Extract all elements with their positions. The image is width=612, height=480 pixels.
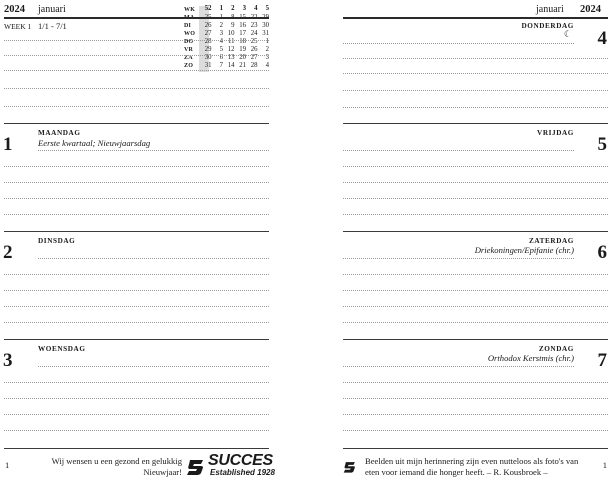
succes-s-logo-icon <box>343 460 357 474</box>
calendar-date: 28 <box>250 61 258 69</box>
weekday-abbr: DO <box>184 39 194 45</box>
week-number: 5 <box>265 5 269 13</box>
calendar-date: 30 <box>204 53 212 61</box>
day-number: 5 <box>597 134 607 155</box>
calendar-date: 3 <box>265 53 269 61</box>
calendar-date: 18 <box>239 37 246 45</box>
calendar-date: 27 <box>204 29 212 37</box>
week-number: 1 <box>219 5 223 13</box>
calendar-date: 28 <box>204 37 212 45</box>
mini-calendar <box>184 5 269 70</box>
writing-line <box>4 106 269 107</box>
day-number: 7 <box>597 350 607 371</box>
writing-line <box>4 398 269 399</box>
weekday-abbr: ZA <box>184 55 193 61</box>
writing-line <box>343 150 574 151</box>
writing-line <box>343 58 608 59</box>
calendar-date: 26 <box>204 21 212 29</box>
writing-line <box>4 430 269 431</box>
calendar-date: 31 <box>204 61 212 69</box>
writing-line <box>4 166 269 167</box>
mini-calendar-header <box>184 5 269 14</box>
footer-rule <box>4 448 269 449</box>
calendar-date: 9 <box>231 21 235 29</box>
week-number: 2 <box>231 5 235 13</box>
week-number: 4 <box>254 5 258 13</box>
week-label: WEEK 1 <box>4 22 32 31</box>
calendar-date: 14 <box>227 61 235 69</box>
writing-line <box>4 55 269 56</box>
calendar-date: 30 <box>262 21 269 29</box>
day-number: 6 <box>597 242 607 263</box>
mini-calendar-row <box>184 30 269 38</box>
week-column-label: WK <box>184 6 196 13</box>
writing-line <box>4 88 269 89</box>
writing-line <box>4 306 269 307</box>
day-note: Orthodox Kerstmis (chr.) <box>487 353 574 363</box>
writing-line <box>4 322 269 323</box>
writing-line <box>343 322 608 323</box>
writing-line <box>4 70 269 71</box>
day-number: 2 <box>3 242 13 263</box>
calendar-date: 31 <box>262 29 269 37</box>
writing-line <box>343 43 574 44</box>
calendar-date: 20 <box>239 53 246 61</box>
day-note: Driekoningen/Epifanie (chr.) <box>474 245 574 255</box>
calendar-date: 26 <box>250 45 258 53</box>
weekday-abbr: ZO <box>184 63 194 69</box>
calendar-date: 3 <box>219 29 223 37</box>
writing-line <box>343 73 608 74</box>
writing-line <box>343 430 608 431</box>
day-divider <box>343 339 608 340</box>
footer-message: Wij wensen u een gezond en gelukkig Nieuwjaar! <box>51 456 182 477</box>
day-note: Eerste kwartaal; Nieuwjaarsdag <box>38 138 151 148</box>
calendar-date: 7 <box>219 61 223 69</box>
writing-line <box>343 258 574 259</box>
day-number: 4 <box>597 28 607 49</box>
writing-line <box>343 166 608 167</box>
day-name: WOENSDAG <box>38 345 86 353</box>
calendar-date: 19 <box>239 45 246 53</box>
calendar-date: 10 <box>227 29 235 37</box>
writing-line <box>343 306 608 307</box>
calendar-date: 1 <box>265 37 269 45</box>
calendar-date: 27 <box>250 53 258 61</box>
calendar-date: 6 <box>219 53 223 61</box>
writing-line <box>343 290 608 291</box>
writing-line <box>343 414 608 415</box>
calendar-date: 4 <box>219 37 223 45</box>
succes-s-logo-icon <box>186 457 206 477</box>
writing-line <box>38 150 269 151</box>
calendar-date: 25 <box>250 37 258 45</box>
day-number: 1 <box>3 134 13 155</box>
footer-rule <box>343 448 608 449</box>
writing-line <box>343 382 608 383</box>
writing-line <box>38 366 269 367</box>
page-number: 1 <box>602 460 607 470</box>
day-divider <box>4 339 269 340</box>
writing-line <box>343 274 608 275</box>
moon-phase-icon: ☾ <box>563 29 572 39</box>
writing-line <box>343 214 608 215</box>
mini-calendar-row <box>184 46 269 54</box>
writing-line <box>4 290 269 291</box>
calendar-date: 21 <box>239 61 246 69</box>
week-number: 3 <box>242 5 246 13</box>
day-number: 3 <box>3 350 13 371</box>
calendar-date: 29 <box>204 45 212 53</box>
calendar-date: 5 <box>219 45 223 53</box>
header-rule <box>4 17 269 19</box>
day-divider <box>343 123 608 124</box>
day-divider <box>4 123 269 124</box>
day-name: MAANDAG <box>38 129 81 137</box>
day-name: VRIJDAG <box>537 129 574 137</box>
day-name: ZONDAG <box>538 345 574 353</box>
right-year: 2024 <box>580 4 601 15</box>
writing-line <box>343 398 608 399</box>
quote: Beelden uit mijn herinnering zijn even nutteloos als foto's van eten voor iemand die honger heeft. – R. Kousbroek – <box>365 456 579 477</box>
writing-line <box>4 198 269 199</box>
writing-line <box>38 258 269 259</box>
writing-line <box>4 274 269 275</box>
day-divider <box>4 231 269 232</box>
page-number: 1 <box>5 460 10 470</box>
left-year: 2024 <box>4 4 25 15</box>
calendar-date: 17 <box>239 29 246 37</box>
calendar-date: 12 <box>227 45 235 53</box>
calendar-date: 16 <box>239 21 246 29</box>
mini-calendar-row <box>184 22 269 30</box>
calendar-date: 4 <box>265 61 269 69</box>
writing-line <box>4 182 269 183</box>
day-name: DONDERDAG <box>521 22 574 30</box>
writing-line <box>343 198 608 199</box>
calendar-date: 23 <box>250 21 258 29</box>
writing-line <box>343 366 574 367</box>
writing-line <box>4 414 269 415</box>
calendar-date: 24 <box>250 29 258 37</box>
writing-line <box>343 90 608 91</box>
writing-line <box>4 40 269 41</box>
calendar-date: 11 <box>227 37 235 45</box>
calendar-date: 13 <box>227 53 235 61</box>
brand-name: SUCCES <box>208 452 273 469</box>
weekday-abbr: VR <box>184 47 194 53</box>
writing-line <box>343 182 608 183</box>
mini-calendar-row <box>184 62 269 70</box>
day-divider <box>343 231 608 232</box>
weekday-abbr: DI <box>184 23 192 29</box>
calendar-date: 2 <box>219 21 223 29</box>
week-range: 1/1 - 7/1 <box>38 21 67 31</box>
calendar-date: 2 <box>265 45 269 53</box>
writing-line <box>4 214 269 215</box>
brand-tagline: Established 1928 <box>210 468 275 477</box>
week-number: 52 <box>204 5 212 13</box>
day-name: DINSDAG <box>38 237 76 245</box>
weekday-abbr: WO <box>184 31 196 37</box>
writing-line <box>343 107 608 108</box>
right-month: januari <box>536 4 564 15</box>
day-name: ZATERDAG <box>528 237 574 245</box>
writing-line <box>4 382 269 383</box>
header-rule <box>343 17 608 19</box>
left-month: januari <box>38 4 66 15</box>
